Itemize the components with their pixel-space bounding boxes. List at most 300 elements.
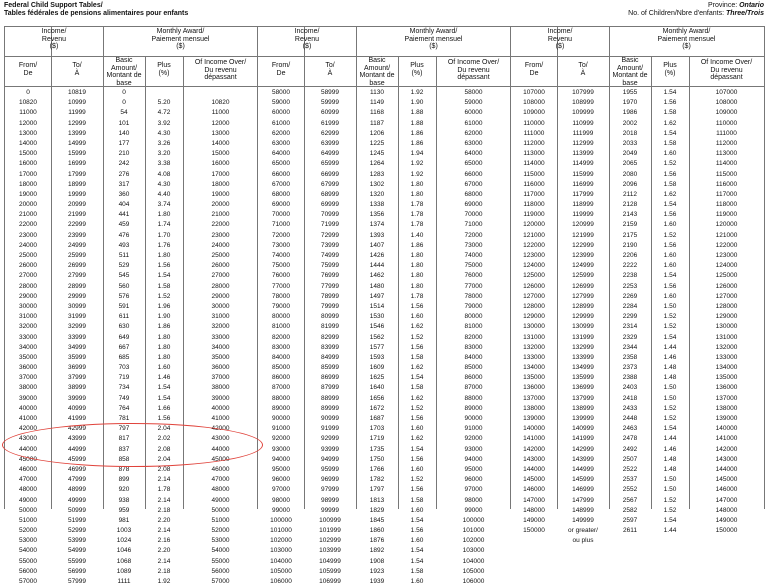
- plus-percent-cell: 1.54: [157, 272, 171, 280]
- from-cell: 54000: [18, 547, 38, 555]
- plus-percent-cell: 1.78: [410, 201, 424, 209]
- income-over-cell: 62000: [464, 129, 483, 137]
- basic-amount-cell: 2253: [622, 282, 638, 290]
- income-over-cell: 35000: [211, 353, 230, 361]
- plus-percent-cell: 1.56: [410, 415, 424, 422]
- to-cell: 56999: [67, 567, 87, 575]
- income-over-cell: 25000: [211, 252, 230, 259]
- to-cell: 147999: [572, 496, 594, 504]
- basic-amount-cell: 0: [122, 99, 126, 107]
- basic-amount-cell: 611: [118, 313, 130, 321]
- from-cell: 47000: [18, 476, 38, 484]
- to-cell: 25999: [67, 252, 87, 259]
- basic-amount-cell: 360: [118, 190, 130, 198]
- plus-percent-cell: 1.52: [663, 160, 677, 168]
- plus-percent-cell: 1.60: [663, 252, 677, 259]
- table-row: [258, 343, 511, 353]
- plus-percent-cell: 1.62: [410, 323, 424, 331]
- to-cell: 15999: [67, 150, 87, 158]
- table-row: [5, 129, 258, 139]
- table-row: [5, 516, 258, 526]
- plus-percent-cell: 1.52: [663, 231, 677, 239]
- from-cell: 150000: [523, 527, 545, 535]
- to-cell: 35999: [67, 353, 87, 361]
- from-cell: 86000: [271, 374, 291, 382]
- from-cell: 30000: [18, 302, 38, 310]
- plus-percent-cell: 1.80: [410, 252, 424, 259]
- basic-amount-cell: 1530: [369, 313, 385, 321]
- income-over-header: Of Income Over/ Du revenu dépassant: [194, 59, 247, 81]
- basic-amount-cell: 1782: [369, 476, 385, 484]
- to-cell: 134999: [572, 364, 594, 372]
- from-cell: 99000: [271, 506, 291, 514]
- plus-percent-cell: 1.74: [157, 221, 171, 229]
- income-over-cell: 33000: [211, 333, 230, 341]
- basic-amount-cell: 1593: [369, 353, 385, 361]
- income-over-cell: 78000: [464, 292, 483, 300]
- to-cell: 125999: [572, 272, 594, 280]
- basic-amount-cell: 749: [118, 394, 130, 402]
- basic-amount-cell: 2128: [622, 201, 638, 209]
- basic-amount-cell: 1245: [369, 150, 385, 158]
- from-cell: 34000: [18, 343, 38, 351]
- table-row: [511, 516, 764, 526]
- table-row: [258, 577, 511, 587]
- from-cell: 95000: [271, 465, 291, 473]
- income-over-cell: 133000: [715, 353, 738, 361]
- basic-amount-cell: 1562: [369, 333, 385, 341]
- income-over-header: Of Income Over/ Du revenu dépassant: [447, 59, 500, 81]
- from-cell: 90000: [271, 415, 291, 422]
- plus-percent-cell: 1.90: [410, 99, 424, 107]
- to-cell: 106999: [319, 578, 341, 585]
- income-over-cell: 54000: [211, 547, 230, 555]
- from-cell: 32000: [18, 323, 38, 331]
- basic-amount-cell: 1735: [369, 445, 385, 453]
- plus-percent-cell: 1.60: [410, 425, 424, 433]
- from-cell: 70000: [271, 211, 291, 219]
- table-row: [511, 170, 764, 180]
- table-body: [511, 88, 764, 546]
- basic-amount-cell: 1497: [369, 292, 385, 300]
- to-cell: 135999: [572, 374, 594, 382]
- income-over-cell: 108000: [715, 99, 738, 107]
- plus-percent-cell: 1.80: [410, 180, 424, 188]
- plus-percent-cell: 1.56: [157, 415, 171, 422]
- plus-percent-cell: 1.54: [410, 547, 424, 555]
- basic-amount-cell: 1089: [116, 567, 132, 575]
- income-over-cell: 29000: [211, 292, 230, 300]
- basic-amount-cell: 1130: [370, 89, 384, 96]
- plus-percent-cell: 2.18: [157, 506, 171, 514]
- title-french: Tables fédérales de pensions alimentaires pour enfants: [4, 10, 189, 17]
- income-over-cell: 36000: [211, 364, 230, 372]
- income-over-cell: 82000: [464, 333, 483, 341]
- income-over-cell: 55000: [211, 557, 230, 565]
- basic-amount-cell: 703: [118, 364, 130, 372]
- to-cell: 112999: [572, 139, 594, 147]
- from-cell: 91000: [271, 425, 291, 433]
- to-cell: 64999: [320, 150, 340, 158]
- income-over-cell: 130000: [715, 323, 738, 331]
- income-over-cell: 83000: [464, 343, 483, 351]
- plus-header: Plus (%): [157, 62, 171, 77]
- basic-amount-cell: 2448: [622, 415, 638, 422]
- plus-percent-cell: 2.14: [157, 527, 171, 535]
- from-cell: 33000: [18, 333, 38, 341]
- to-cell: 93999: [320, 445, 340, 453]
- plus-percent-cell: 1.56: [663, 170, 677, 178]
- from-cell: 119000: [523, 211, 545, 219]
- basic-amount-cell: 2190: [622, 241, 638, 249]
- income-over-cell: 28000: [211, 282, 230, 290]
- basic-amount-cell: 1829: [369, 506, 385, 514]
- income-over-cell: 111000: [716, 129, 737, 137]
- to-cell: 38999: [67, 384, 87, 392]
- from-cell: 144000: [523, 465, 545, 473]
- from-cell: 21000: [18, 211, 38, 219]
- to-cell: 53999: [67, 537, 87, 545]
- to-cell: 75999: [320, 262, 340, 270]
- from-cell: 46000: [18, 465, 38, 473]
- income-over-cell: 43000: [211, 435, 230, 443]
- to-cell: 123999: [572, 252, 594, 259]
- from-cell: 65000: [271, 160, 291, 168]
- income-over-cell: 24000: [211, 241, 230, 249]
- income-over-cell: 19000: [211, 190, 230, 198]
- basic-amount-cell: 101: [118, 119, 130, 127]
- basic-amount-cell: 2522: [622, 465, 638, 473]
- table-row: [258, 485, 511, 495]
- table-row: [5, 445, 258, 455]
- table-row: [511, 200, 764, 210]
- plus-percent-cell: 1.48: [663, 364, 677, 372]
- plus-percent-cell: 1.90: [157, 313, 171, 321]
- income-over-cell: 117000: [715, 190, 738, 198]
- to-cell: 127999: [572, 292, 594, 300]
- basic-amount-cell: 1264: [369, 160, 385, 168]
- income-over-cell: 49000: [211, 496, 230, 504]
- income-over-cell: 11000: [211, 109, 230, 117]
- income-over-cell: 64000: [464, 150, 483, 158]
- plus-percent-cell: 1.48: [663, 374, 677, 382]
- to-cell: 43999: [67, 435, 87, 443]
- table-row: [511, 526, 764, 536]
- from-cell: 136000: [523, 384, 545, 392]
- plus-percent-cell: 1.48: [663, 455, 677, 463]
- from-cell: 121000: [523, 231, 545, 239]
- basic-amount-cell: 981: [118, 516, 130, 524]
- plus-percent-cell: 1.56: [157, 262, 171, 270]
- income-over-cell: 100000: [462, 516, 485, 524]
- to-cell: 136999: [572, 384, 594, 392]
- to-cell: 23999: [67, 231, 87, 239]
- income-over-cell: 140000: [715, 425, 738, 433]
- to-cell: 129999: [572, 313, 594, 321]
- plus-percent-cell: 1.54: [157, 384, 171, 392]
- basic-amount-cell: 1444: [369, 262, 385, 270]
- to-cell: 117999: [572, 190, 594, 198]
- basic-amount-cell: 1338: [369, 201, 385, 209]
- basic-amount-cell: 764: [118, 404, 130, 412]
- plus-percent-cell: 2.08: [157, 465, 171, 473]
- basic-amount-cell: 2463: [622, 425, 638, 433]
- table-row: [258, 516, 511, 526]
- from-cell: 44000: [18, 445, 38, 453]
- from-cell: 96000: [271, 476, 291, 484]
- basic-amount-cell: 1845: [369, 516, 385, 524]
- table-row: [511, 302, 764, 312]
- table-row: [511, 282, 764, 292]
- table-row: [258, 322, 511, 332]
- from-cell: 60000: [271, 109, 291, 117]
- plus-percent-cell: 1.48: [663, 465, 677, 473]
- plus-percent-cell: 1.96: [157, 302, 171, 310]
- to-cell: 34999: [67, 343, 87, 351]
- to-cell: 67999: [320, 180, 340, 188]
- from-cell: 20000: [18, 201, 38, 209]
- income-over-cell: 98000: [464, 496, 483, 504]
- table-row: [258, 312, 511, 322]
- table-row: [511, 220, 764, 230]
- basic-amount-cell: 441: [118, 211, 130, 219]
- basic-amount-cell: 1283: [369, 170, 385, 178]
- basic-amount-cell: 2344: [622, 343, 638, 351]
- to-cell: 71999: [320, 221, 340, 229]
- basic-amount-cell: 2388: [622, 374, 638, 382]
- table-row: [5, 180, 258, 190]
- income-over-cell: 114000: [715, 160, 738, 168]
- basic-amount-cell: 1111: [117, 578, 131, 585]
- table-row: [258, 465, 511, 475]
- from-cell: 0: [26, 89, 30, 96]
- table-row: [511, 333, 764, 343]
- table-row: [258, 251, 511, 261]
- basic-amount-cell: 2002: [622, 119, 638, 127]
- table-row: [258, 180, 511, 190]
- basic-amount-cell: 1813: [369, 496, 385, 504]
- page-header: [4, 1, 764, 23]
- table-row: [258, 170, 511, 180]
- from-cell: 106000: [270, 578, 292, 585]
- table-row: [511, 88, 764, 98]
- from-cell: 61000: [271, 119, 291, 127]
- table-row: [5, 475, 258, 485]
- plus-percent-cell: 1.80: [157, 333, 171, 341]
- plus-percent-cell: 1.50: [663, 302, 677, 310]
- from-cell: 76000: [271, 272, 291, 280]
- from-cell: 24000: [18, 241, 38, 249]
- plus-percent-cell: 1.86: [410, 129, 424, 137]
- table-row: [511, 414, 764, 424]
- table-row: [511, 241, 764, 251]
- plus-percent-cell: 1.80: [410, 272, 424, 280]
- basic-amount-cell: 511: [118, 252, 130, 259]
- to-cell: 126999: [572, 282, 594, 290]
- table-row: [258, 353, 511, 363]
- to-cell: 139999: [572, 415, 594, 422]
- table-row: [511, 129, 764, 139]
- income-over-cell: 120000: [715, 221, 738, 229]
- to-cell: 69999: [320, 201, 340, 209]
- income-over-cell: 13000: [211, 129, 230, 137]
- plus-percent-cell: 1.54: [663, 425, 677, 433]
- to-cell: 142999: [572, 445, 594, 453]
- to-cell: 105999: [319, 567, 341, 575]
- to-cell: 14999: [67, 139, 87, 147]
- basic-amount-cell: 493: [118, 241, 130, 249]
- plus-percent-cell: 1.86: [410, 241, 424, 249]
- income-over-cell: 104000: [462, 557, 485, 565]
- basic-amount-cell: 2018: [622, 129, 638, 137]
- income-over-cell: 150000: [715, 527, 738, 535]
- table-row: [5, 465, 258, 475]
- from-cell: 13000: [18, 129, 38, 137]
- or-more-note: ou plus: [572, 537, 594, 545]
- plus-percent-cell: 1.46: [663, 445, 677, 453]
- income-over-cell: 121000: [715, 231, 738, 239]
- to-cell: 22999: [67, 221, 87, 229]
- table-row: [258, 190, 511, 200]
- basic-amount-cell: 920: [118, 486, 130, 494]
- from-cell: 39000: [18, 394, 38, 402]
- plus-percent-cell: 1.54: [663, 129, 677, 137]
- basic-amount-cell: 2433: [622, 404, 638, 412]
- basic-amount-cell: 591: [118, 302, 130, 310]
- plus-percent-cell: 1.50: [663, 384, 677, 392]
- income-over-cell: 97000: [464, 486, 483, 494]
- table-row: [511, 424, 764, 434]
- table-row: [258, 557, 511, 567]
- to-cell: 21999: [67, 211, 87, 219]
- plus-percent-cell: 1.52: [663, 404, 677, 412]
- plus-percent-cell: 1.70: [157, 231, 171, 239]
- from-cell: 84000: [271, 353, 291, 361]
- table-title: [4, 2, 188, 18]
- income-over-cell: 116000: [715, 180, 738, 188]
- basic-amount-cell: 1320: [369, 190, 385, 198]
- plus-percent-cell: 1.78: [410, 221, 424, 229]
- to-cell: 58999: [320, 89, 340, 96]
- income-over-cell: 70000: [464, 211, 483, 219]
- table-row: [5, 496, 258, 506]
- to-cell: 95999: [320, 465, 340, 473]
- to-cell: 73999: [320, 241, 340, 249]
- plus-percent-cell: 4.08: [157, 170, 171, 178]
- from-cell: 94000: [271, 455, 291, 463]
- table-row: [258, 200, 511, 210]
- to-cell: 66999: [320, 170, 340, 178]
- plus-percent-cell: 1.80: [157, 343, 171, 351]
- to-cell: 47999: [67, 476, 87, 484]
- to-cell: 98999: [320, 496, 340, 504]
- income-over-cell: 46000: [211, 465, 230, 473]
- basic-amount-header: Basic Amount/ Montant de base: [106, 57, 142, 87]
- table-row: [258, 383, 511, 393]
- table-row: [5, 526, 258, 536]
- table-row: [5, 159, 258, 169]
- from-cell: 57000: [18, 578, 38, 585]
- plus-percent-cell: 1.58: [410, 496, 424, 504]
- income-over-cell: 91000: [464, 425, 483, 433]
- income-over-cell: 125000: [715, 272, 738, 280]
- from-cell: 50000: [18, 506, 38, 514]
- plus-percent-cell: 1.52: [410, 476, 424, 484]
- income-over-cell: 73000: [464, 241, 483, 249]
- to-cell: 33999: [67, 333, 87, 341]
- from-cell: 93000: [271, 445, 291, 453]
- to-cell: 148999: [572, 506, 594, 514]
- income-over-cell: 110000: [715, 119, 738, 127]
- to-cell: 144999: [572, 465, 594, 473]
- from-cell: 143000: [523, 455, 545, 463]
- plus-percent-cell: 4.72: [157, 109, 171, 117]
- from-cell: 103000: [270, 547, 292, 555]
- basic-amount-cell: 1797: [369, 486, 385, 494]
- plus-percent-cell: 1.60: [410, 465, 424, 473]
- plus-percent-cell: 2.04: [157, 455, 171, 463]
- plus-percent-cell: 4.30: [157, 129, 171, 137]
- income-over-cell: 119000: [715, 211, 738, 219]
- to-cell: 113999: [572, 150, 594, 158]
- plus-percent-cell: 3.74: [157, 201, 171, 209]
- basic-amount-cell: 2112: [623, 190, 637, 198]
- basic-amount-cell: 685: [118, 353, 130, 361]
- to-cell: 46999: [67, 465, 87, 473]
- income-over-cell: 135000: [715, 374, 738, 382]
- to-cell: 138999: [572, 404, 594, 412]
- from-cell: 19000: [18, 190, 38, 198]
- basic-amount-cell: 1939: [369, 578, 385, 585]
- from-cell: 97000: [271, 486, 291, 494]
- plus-percent-cell: 1.58: [663, 109, 677, 117]
- to-cell: 72999: [320, 231, 340, 239]
- basic-amount-cell: 1374: [369, 221, 385, 229]
- to-cell: 76999: [320, 272, 340, 280]
- from-cell: 17000: [18, 170, 38, 178]
- plus-percent-cell: 1.80: [157, 211, 171, 219]
- from-cell: 134000: [523, 364, 545, 372]
- from-cell: 51000: [18, 516, 38, 524]
- from-cell: 133000: [523, 353, 545, 361]
- basic-amount-cell: 817: [118, 435, 130, 443]
- income-over-cell: 115000: [715, 170, 738, 178]
- table-row: [511, 98, 764, 108]
- table-row: [5, 404, 258, 414]
- table-row: [258, 292, 511, 302]
- basic-amount-cell: 2329: [622, 333, 638, 341]
- income-over-cell: 143000: [715, 455, 738, 463]
- from-cell: 140000: [523, 425, 545, 433]
- basic-amount-cell: 878: [118, 465, 130, 473]
- plus-percent-cell: 2.20: [157, 547, 171, 555]
- plus-percent-cell: 1.88: [410, 109, 424, 117]
- table-row: [5, 149, 258, 159]
- to-cell: 27999: [67, 272, 87, 280]
- from-cell: 129000: [523, 313, 545, 321]
- from-cell: 113000: [523, 150, 545, 158]
- table-row: [5, 322, 258, 332]
- to-cell: 65999: [320, 160, 340, 168]
- from-cell: 74000: [271, 252, 291, 259]
- table-row: [258, 210, 511, 220]
- to-cell: 92999: [320, 435, 340, 443]
- to-cell: 124999: [572, 262, 594, 270]
- table-row: [5, 383, 258, 393]
- table-row: [511, 455, 764, 465]
- table-row: [5, 394, 258, 404]
- plus-percent-cell: 1.56: [410, 343, 424, 351]
